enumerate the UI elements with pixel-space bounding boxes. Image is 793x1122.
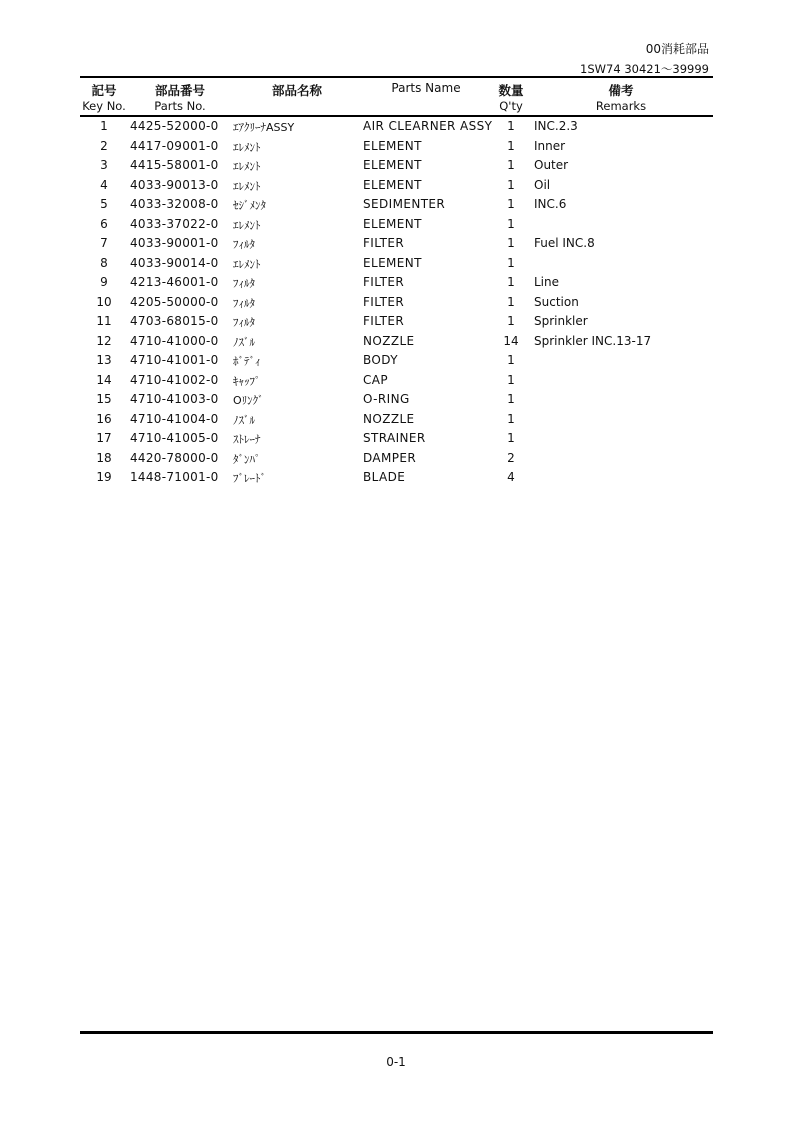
row-quantity: 1 (507, 177, 515, 192)
row-part-number: 4213-46001-0 (130, 275, 219, 289)
row-part-name-en: BLADE (363, 470, 406, 484)
row-part-number: 4420-78000-0 (130, 450, 219, 465)
row-part-name-jp: ｴﾚﾒﾝﾄ (233, 179, 261, 193)
row-quantity: 1 (507, 294, 515, 309)
row-part-name-en: AIR CLEARNER ASSY (363, 119, 493, 133)
row-key-no: 16 (96, 411, 112, 426)
row-part-name-jp: ｾｼﾞﾒﾝﾀ (233, 199, 266, 212)
row-quantity: 14 (503, 333, 519, 348)
row-key-no: 18 (96, 450, 112, 465)
row-part-number: 4710-41002-0 (130, 372, 219, 387)
table-row (0, 273, 793, 293)
table-row (0, 390, 793, 410)
table-row (0, 195, 793, 215)
row-part-name-en: ELEMENT (363, 138, 422, 153)
row-part-name-en: NOZZLE (363, 333, 415, 348)
table-row (0, 176, 793, 196)
table-top-rule (80, 76, 713, 78)
row-part-name-jp: ﾎﾞﾃﾞｨ (233, 355, 261, 368)
row-key-no: 17 (96, 431, 112, 445)
row-quantity: 1 (507, 255, 515, 270)
header-remarks-en: Remarks (595, 99, 647, 113)
table-row (0, 293, 793, 313)
row-quantity: 1 (507, 138, 515, 153)
row-quantity: 1 (507, 158, 515, 172)
table-row (0, 410, 793, 430)
row-quantity: 1 (507, 372, 515, 387)
row-quantity: 4 (507, 470, 515, 484)
row-part-number: 4710-41005-0 (130, 431, 219, 445)
table-row (0, 449, 793, 469)
header-remarks-jp: 備考 (608, 83, 634, 98)
row-part-number: 4033-90014-0 (130, 255, 219, 270)
row-key-no: 7 (100, 236, 108, 250)
header-name-en: Parts Name (391, 81, 461, 95)
row-part-number: 4703-68015-0 (130, 314, 219, 328)
row-key-no: 19 (96, 470, 112, 484)
row-remarks: Sprinkler (534, 314, 588, 328)
row-part-name-en: ELEMENT (363, 216, 422, 231)
row-part-number: 4205-50000-0 (130, 294, 219, 309)
row-part-name-en: NOZZLE (363, 411, 415, 426)
table-row (0, 371, 793, 391)
row-quantity: 1 (507, 119, 515, 133)
header-qty-jp: 数量 (498, 83, 524, 98)
table-row (0, 468, 793, 488)
row-remarks: Sprinkler INC.13-17 (534, 333, 652, 348)
row-key-no: 11 (96, 314, 112, 328)
row-part-name-en: CAP (363, 372, 389, 387)
row-part-name-en: BODY (363, 353, 398, 367)
row-quantity: 1 (507, 431, 515, 445)
row-part-number: 4415-58001-0 (130, 158, 219, 172)
table-row (0, 137, 793, 157)
header-parts-no-en: Parts No. (154, 99, 206, 113)
row-part-name-en: DAMPER (363, 450, 417, 465)
row-quantity: 1 (507, 197, 515, 211)
row-part-number: 4710-41004-0 (130, 411, 219, 426)
row-part-number: 4033-37022-0 (130, 216, 219, 231)
row-quantity: 1 (507, 236, 515, 250)
row-part-number: 4425-52000-0 (130, 119, 219, 133)
row-quantity: 2 (507, 450, 515, 465)
row-part-name-en: STRAINER (363, 431, 426, 445)
table-row (0, 156, 793, 176)
row-part-name-jp: ﾌｨﾙﾀ (233, 277, 255, 290)
row-part-name-jp: ｽﾄﾚｰﾅ (233, 433, 261, 446)
row-part-name-jp: ﾌｨﾙﾀ (233, 296, 255, 310)
row-quantity: 1 (507, 411, 515, 426)
row-remarks: Oil (534, 177, 551, 192)
row-part-name-en: FILTER (363, 236, 405, 250)
row-part-name-jp: ﾌｨﾙﾀ (233, 238, 255, 251)
row-part-name-jp: ﾌｨﾙﾀ (233, 316, 255, 329)
row-part-name-jp: Oﾘﾝｸﾞ (233, 394, 264, 407)
row-part-name-jp: ｴﾚﾒﾝﾄ (233, 160, 261, 173)
row-part-name-en: ELEMENT (363, 177, 422, 192)
header-parts-no-jp: 部品番号 (154, 83, 206, 98)
row-part-name-jp: ﾉｽﾞﾙ (233, 413, 255, 427)
page-number: 0-1 (386, 1055, 406, 1069)
row-part-number: 4033-90001-0 (130, 236, 219, 250)
footer-rule (80, 1031, 713, 1034)
row-part-name-jp: ｷｬｯﾌﾟ (233, 374, 261, 388)
table-row (0, 351, 793, 371)
table-row (0, 254, 793, 274)
row-part-name-jp: ｴｱｸﾘｰﾅASSY (233, 121, 295, 134)
row-quantity: 1 (507, 392, 515, 406)
row-part-name-en: O-RING (363, 392, 410, 406)
row-key-no: 5 (100, 197, 108, 211)
row-part-number: 4710-41000-0 (130, 333, 219, 348)
row-part-number: 4710-41003-0 (130, 392, 219, 406)
table-row (0, 234, 793, 254)
row-part-number: 4710-41001-0 (130, 353, 219, 367)
row-remarks: Fuel INC.8 (534, 236, 595, 250)
row-key-no: 13 (96, 353, 112, 367)
header-key-en: Key No. (82, 99, 126, 113)
row-key-no: 4 (100, 177, 108, 192)
header-name-jp: 部品名称 (271, 83, 323, 98)
row-key-no: 10 (96, 294, 112, 309)
row-part-number: 4033-32008-0 (130, 197, 219, 211)
row-remarks: Outer (534, 158, 569, 172)
table-row (0, 332, 793, 352)
row-part-name-jp: ｴﾚﾒﾝﾄ (233, 257, 261, 271)
row-part-name-jp: ｴﾚﾒﾝﾄ (233, 140, 261, 154)
row-part-name-en: FILTER (363, 314, 405, 328)
row-remarks: Line (534, 275, 560, 289)
row-remarks: Inner (534, 138, 566, 153)
row-quantity: 1 (507, 275, 515, 289)
row-key-no: 1 (100, 119, 108, 133)
row-remarks: INC.6 (534, 197, 567, 211)
row-key-no: 6 (100, 216, 108, 231)
row-quantity: 1 (507, 314, 515, 328)
table-row (0, 117, 793, 137)
header-key-jp: 記号 (91, 83, 117, 98)
row-key-no: 8 (100, 255, 108, 270)
row-part-number: 1448-71001-0 (130, 470, 219, 484)
table-row (0, 215, 793, 235)
row-key-no: 12 (96, 333, 112, 348)
row-part-name-jp: ﾀﾞﾝﾊﾟ (233, 452, 261, 466)
row-part-name-en: FILTER (363, 294, 405, 309)
row-part-name-en: SEDIMENTER (363, 197, 446, 211)
row-key-no: 3 (100, 158, 108, 172)
row-part-name-jp: ｴﾚﾒﾝﾄ (233, 218, 261, 232)
row-quantity: 1 (507, 353, 515, 367)
row-quantity: 1 (507, 216, 515, 231)
parts-table-body (0, 117, 793, 488)
row-part-name-en: FILTER (363, 275, 405, 289)
section-title: 00消耗部品 (645, 42, 709, 56)
row-part-name-jp: ﾌﾞﾚｰﾄﾞ (233, 472, 266, 485)
row-part-number: 4033-90013-0 (130, 177, 219, 192)
row-part-number: 4417-09001-0 (130, 138, 219, 153)
row-key-no: 14 (96, 372, 112, 387)
serial-range: 1SW74 30421～39999 (580, 62, 709, 76)
row-key-no: 2 (100, 138, 108, 153)
row-part-name-en: ELEMENT (363, 158, 422, 172)
row-part-name-en: ELEMENT (363, 255, 422, 270)
header-qty-en: Q'ty (499, 99, 523, 113)
table-row (0, 429, 793, 449)
row-key-no: 15 (96, 392, 112, 406)
row-remarks: Suction (534, 294, 579, 309)
table-row (0, 312, 793, 332)
row-key-no: 9 (100, 275, 108, 289)
row-remarks: INC.2.3 (534, 119, 578, 133)
row-part-name-jp: ﾉｽﾞﾙ (233, 335, 255, 349)
